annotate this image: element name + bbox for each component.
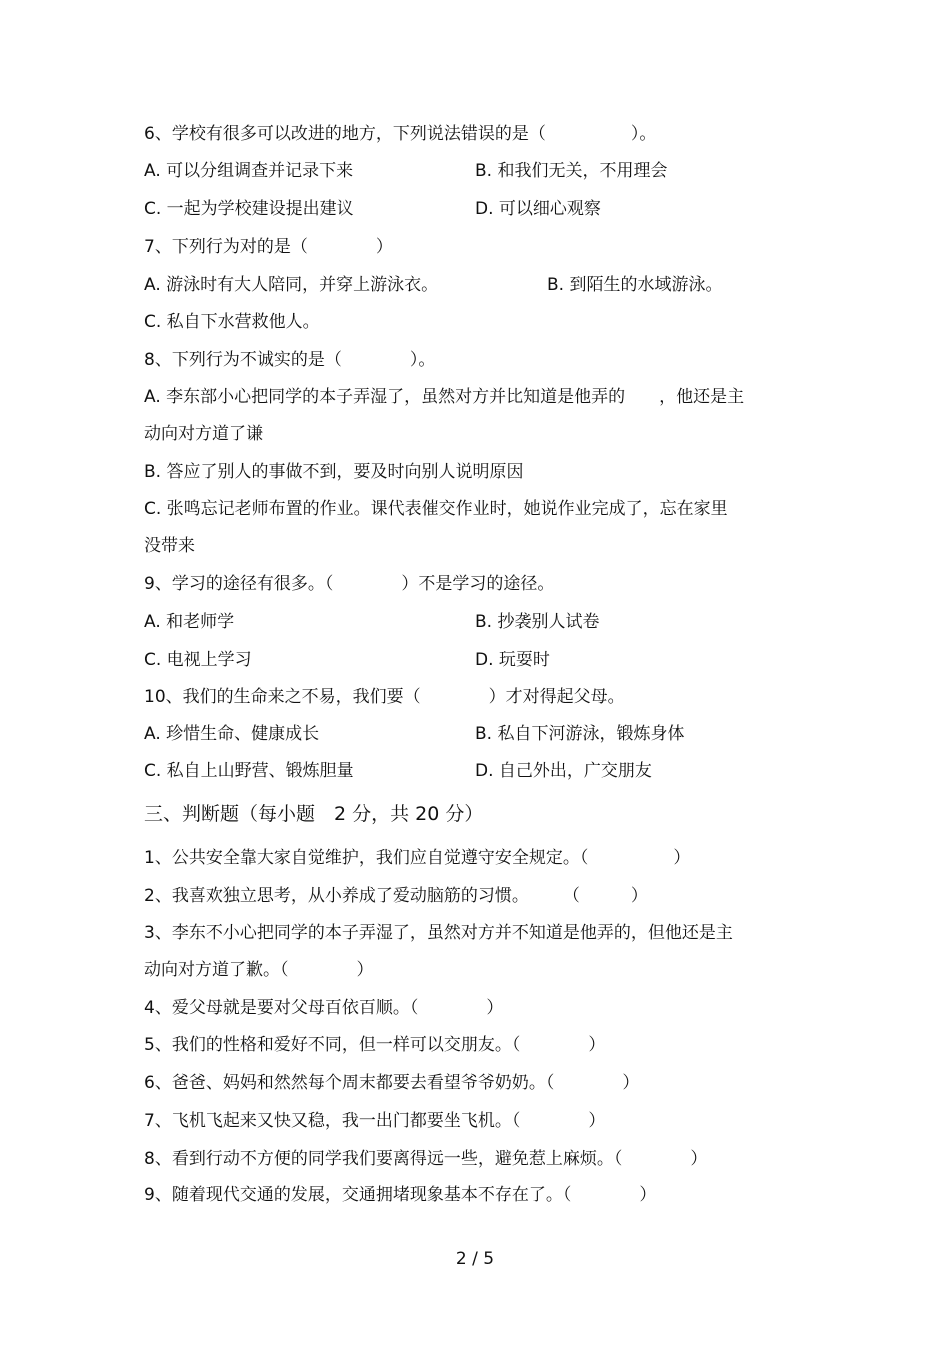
q8-option-c-line2: 没带来 (144, 536, 195, 556)
q9-option-b: B. 抄袭别人试卷 (475, 612, 600, 632)
q8-option-b: B. 答应了别人的事做不到，要及时向别人说明原因 (144, 462, 524, 482)
q8-stem: 8、下列行为不诚实的是（ ）。 (144, 350, 436, 370)
judge-item-2: 2、我喜欢独立思考，从小养成了爱动脑筋的习惯。 （ ） (144, 886, 648, 906)
q9-stem: 9、学习的途径有很多。（ ）不是学习的途径。 (144, 574, 555, 594)
q10-option-b: B. 私自下河游泳，锻炼身体 (475, 724, 685, 744)
q8-option-a-line2: 动向对方道了谦 (144, 424, 263, 444)
q6-option-a: A. 可以分组调查并记录下来 (144, 161, 354, 181)
judge-item-8: 8、看到行动不方便的同学我们要离得远一些，避免惹上麻烦。（ ） (144, 1149, 708, 1169)
judge-item-4: 4、爱父母就是要对父母百依百顺。（ ） (144, 998, 504, 1018)
q8-option-c-line1: C. 张鸣忘记老师布置的作业。课代表催交作业时，她说作业完成了，忘在家里 (144, 499, 728, 519)
judge-item-3-line2: 动向对方道了歉。（ ） (144, 960, 374, 980)
judge-item-6: 6、爸爸、妈妈和然然每个周末都要去看望爷爷奶奶。（ ） (144, 1073, 640, 1093)
section-title: 三、判断题（每小题 2 分，共 20 分） (144, 803, 484, 825)
q7-option-b: B. 到陌生的水域游泳。 (547, 275, 723, 295)
q6-option-d: D. 可以细心观察 (475, 199, 601, 219)
q9-option-c: C. 电视上学习 (144, 650, 252, 670)
q7-option-a: A. 游泳时有大人陪同，并穿上游泳衣。 (144, 275, 439, 295)
judge-item-7: 7、飞机飞起来又快又稳，我一出门都要坐飞机。（ ） (144, 1111, 606, 1131)
judge-item-9: 9、随着现代交通的发展，交通拥堵现象基本不存在了。（ ） (144, 1185, 657, 1205)
q10-option-d: D. 自己外出，广交朋友 (475, 761, 652, 781)
page-number: 2 / 5 (455, 1249, 495, 1269)
q6-option-c: C. 一起为学校建设提出建议 (144, 199, 354, 219)
q6-option-b: B. 和我们无关，不用理会 (475, 161, 668, 181)
q10-option-a: A. 珍惜生命、健康成长 (144, 724, 320, 744)
q6-stem: 6、学校有很多可以改进的地方，下列说法错误的是（ ）。 (144, 124, 657, 144)
judge-item-5: 5、我们的性格和爱好不同，但一样可以交朋友。（ ） (144, 1035, 606, 1055)
q10-option-c: C. 私自上山野营、锻炼胆量 (144, 761, 354, 781)
judge-item-3-line1: 3、李东不小心把同学的本子弄湿了，虽然对方并不知道是他弄的，但他还是主 (144, 923, 733, 943)
q9-option-a: A. 和老师学 (144, 612, 235, 632)
q8-option-a-line1: A. 李东部小心把同学的本子弄湿了，虽然对方并比知道是他弄的 ，他还是主 (144, 387, 745, 407)
q10-stem: 10、我们的生命来之不易，我们要（ ）才对得起父母。 (144, 687, 625, 707)
q9-option-d: D. 玩耍时 (475, 650, 550, 670)
judge-item-1: 1、公共安全靠大家自觉维护，我们应自觉遵守安全规定。（ ） (144, 848, 691, 868)
q7-option-c: C. 私自下水营救他人。 (144, 312, 320, 332)
q7-stem: 7、下列行为对的是（ ） (144, 237, 393, 257)
